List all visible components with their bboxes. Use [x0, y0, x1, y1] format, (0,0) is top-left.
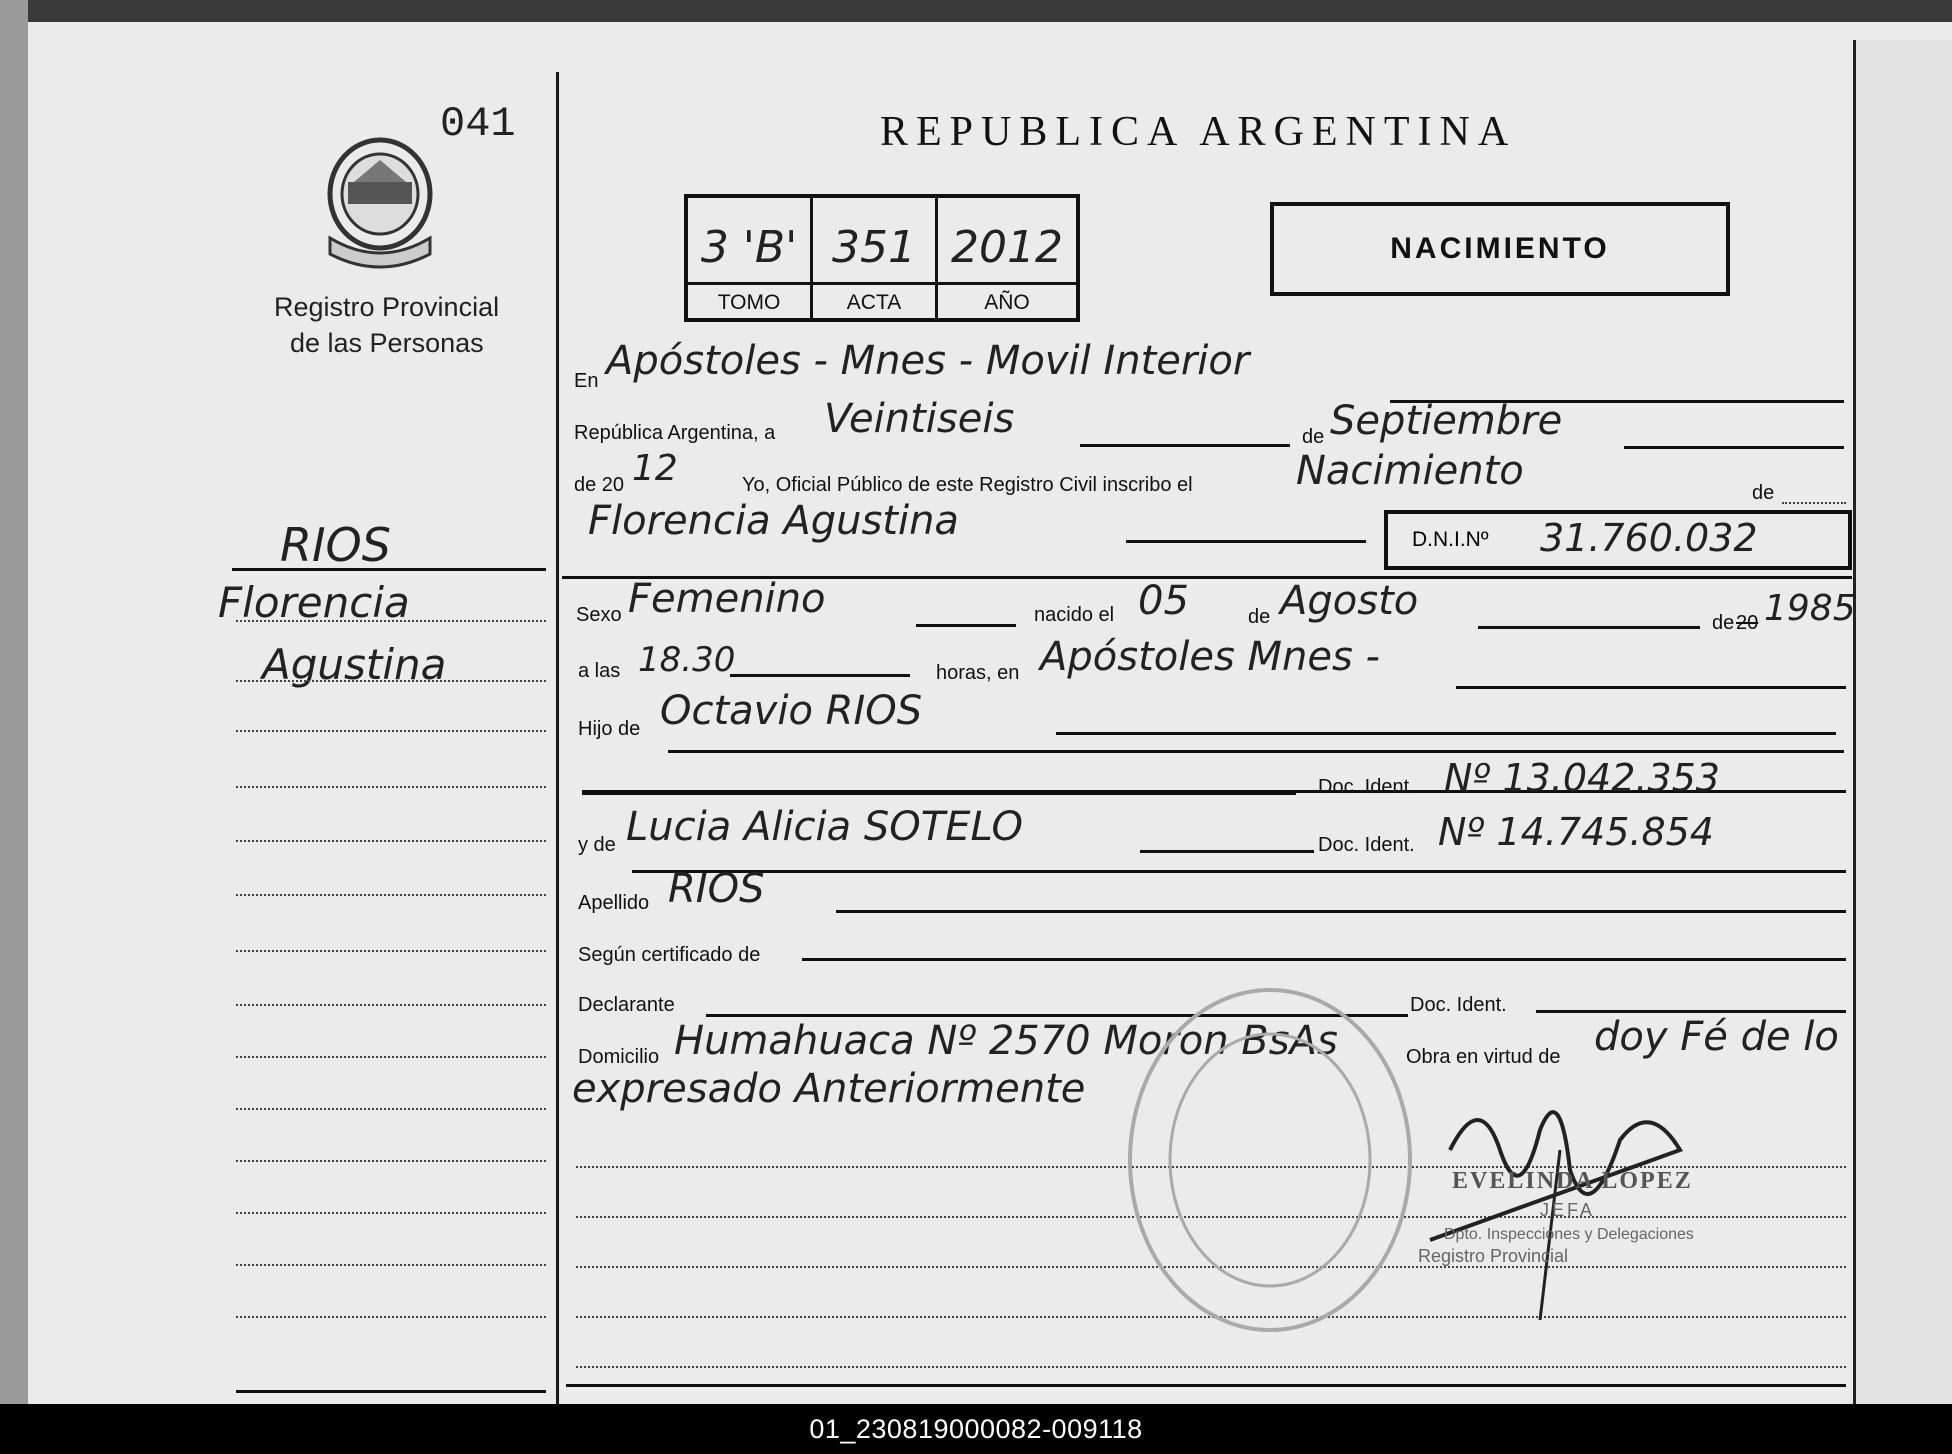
- obra-continuation: expresado Anteriormente: [572, 1066, 1086, 1112]
- anio-label: AÑO: [938, 282, 1076, 321]
- margin-line: [236, 1264, 546, 1266]
- de3-label: de: [1248, 606, 1271, 628]
- registry-name-line1: Registro Provincial: [274, 292, 500, 322]
- margin-line: [236, 1004, 546, 1006]
- margin-line: [236, 1056, 546, 1058]
- birth-place: Apóstoles Mnes -: [1040, 634, 1380, 680]
- form-line: [1536, 1010, 1846, 1013]
- dni-label: D.N.I.Nº: [1412, 528, 1489, 551]
- form-line: [582, 792, 1296, 795]
- oficial-label: Yo, Oficial Público de este Registro Civil inscribo el: [742, 474, 1193, 496]
- obra-value: doy Fé de lo: [1594, 1014, 1839, 1060]
- dni-value: 31.760.032: [1540, 516, 1758, 560]
- republica-label: República Argentina, a: [574, 422, 776, 444]
- year-prefix: de 20: [574, 474, 625, 496]
- event-value: Nacimiento: [1296, 448, 1524, 494]
- day-value: Veintiseis: [824, 396, 1015, 442]
- margin-line: [236, 680, 546, 682]
- margin-line: [236, 620, 546, 622]
- horas-label: horas, en: [936, 662, 1020, 684]
- declarante-label: Declarante: [578, 994, 675, 1016]
- tomo-label: TOMO: [688, 282, 813, 321]
- alas-label: a las: [578, 660, 621, 682]
- doc-ident-label: Doc. Ident.: [1318, 776, 1415, 798]
- domicilio-label: Domicilio: [578, 1046, 660, 1068]
- tomo-cell: [688, 198, 813, 282]
- tomo-value: 3 'B': [700, 222, 798, 273]
- margin-line: [236, 894, 546, 896]
- birth-day: 05: [1138, 578, 1189, 624]
- apellido-value: RIOS: [668, 866, 765, 912]
- doc-ident2-label: Doc. Ident.: [1410, 994, 1507, 1016]
- form-line: [730, 674, 910, 677]
- birth-time: 18.30: [638, 640, 736, 680]
- dni-box: [1384, 510, 1852, 570]
- margin-line: [236, 730, 546, 732]
- signer-role: JEFA: [1540, 1200, 1596, 1220]
- form-line: [1126, 540, 1366, 543]
- record-table: [684, 194, 1080, 322]
- margin-name-line1: Florencia: [218, 578, 410, 627]
- father-doc: Nº 13.042.353: [1444, 756, 1720, 800]
- form-bottom-line: [566, 1384, 1846, 1387]
- sexo-label: Sexo: [576, 604, 622, 626]
- margin-line: [236, 1316, 546, 1318]
- place-value: Apóstoles - Mnes - Movil Interior: [606, 338, 1250, 384]
- form-line: [836, 910, 1846, 913]
- signer-dept: Dpto. Inspecciones y Delegaciones: [1444, 1226, 1694, 1243]
- form-line: [916, 624, 1016, 627]
- page-title: REPUBLICA ARGENTINA: [880, 109, 1517, 155]
- sex-value: Femenino: [628, 576, 826, 622]
- nacido-label: nacido el: [1034, 604, 1115, 626]
- person-name: Florencia Agustina: [588, 498, 959, 544]
- birth-year: 1985: [1764, 588, 1856, 629]
- official-stamp-icon: [1120, 980, 1420, 1340]
- page-number: 041: [440, 100, 516, 148]
- margin-line: [236, 1108, 546, 1110]
- margin-bottom-line: [236, 1390, 546, 1393]
- year-suffix: 12: [632, 448, 678, 489]
- de-label: de: [1302, 426, 1325, 448]
- doc-ident-label-2: Doc. Ident.: [1318, 834, 1415, 856]
- form-line: [1782, 502, 1846, 504]
- birth-month: Agosto: [1280, 578, 1419, 624]
- en-label: En: [574, 370, 599, 392]
- margin-line: [236, 840, 546, 842]
- form-line: [1456, 686, 1846, 689]
- margin-name-line2: Agustina: [262, 640, 447, 689]
- de2-label: de: [1752, 482, 1775, 504]
- margin-surname: RIOS: [280, 518, 391, 572]
- form-line: [802, 958, 1846, 961]
- margin-underline: [232, 568, 546, 571]
- margin-line: [236, 1212, 546, 1214]
- mother-doc: Nº 14.745.854: [1438, 810, 1714, 854]
- form-line: [1478, 626, 1700, 629]
- form-line: [632, 870, 1846, 873]
- apellido-label: Apellido: [578, 892, 650, 914]
- document-type-box: NACIMIENTO: [1270, 202, 1730, 296]
- anio-cell: [938, 198, 1076, 282]
- column-separator: [556, 72, 559, 1404]
- registry-name-line2: de las Personas: [290, 328, 484, 358]
- margin-line: [236, 786, 546, 788]
- right-page-edge: [1853, 40, 1952, 1404]
- signer-name: EVELINDA LOPEZ: [1452, 1168, 1693, 1194]
- signer-org: Registro Provincial: [1418, 1246, 1569, 1266]
- month-value: Septiembre: [1330, 398, 1563, 444]
- obra-label: Obra en virtud de: [1406, 1046, 1561, 1068]
- misiones-seal-icon: [318, 130, 442, 270]
- form-line: [576, 1366, 1846, 1368]
- form-line: [1080, 444, 1290, 447]
- acta-label: ACTA: [813, 282, 938, 321]
- hijo-label: Hijo de: [578, 718, 641, 740]
- form-line: [1624, 446, 1844, 449]
- acta-cell: [813, 198, 938, 282]
- acta-value: 351: [832, 222, 916, 273]
- left-binding-edge: [0, 0, 28, 1404]
- yde-label: y de: [578, 834, 616, 856]
- form-line: [1056, 732, 1836, 735]
- image-id-footer: 01_230819000082-009118: [0, 1404, 1952, 1454]
- mother-name: Lucia Alicia SOTELO: [626, 804, 1024, 850]
- margin-line: [236, 950, 546, 952]
- domicilio-value: Humahuaca Nº 2570 Moron BsAs: [674, 1018, 1338, 1064]
- birth-year-struck: 20: [1736, 612, 1759, 634]
- de4-label: de: [1712, 612, 1735, 634]
- segun-label: Según certificado de: [578, 944, 761, 966]
- form-line: [1140, 850, 1314, 853]
- margin-line: [236, 1160, 546, 1162]
- form-line: [668, 750, 1844, 753]
- father-name: Octavio RIOS: [660, 688, 923, 734]
- anio-value: 2012: [951, 222, 1063, 273]
